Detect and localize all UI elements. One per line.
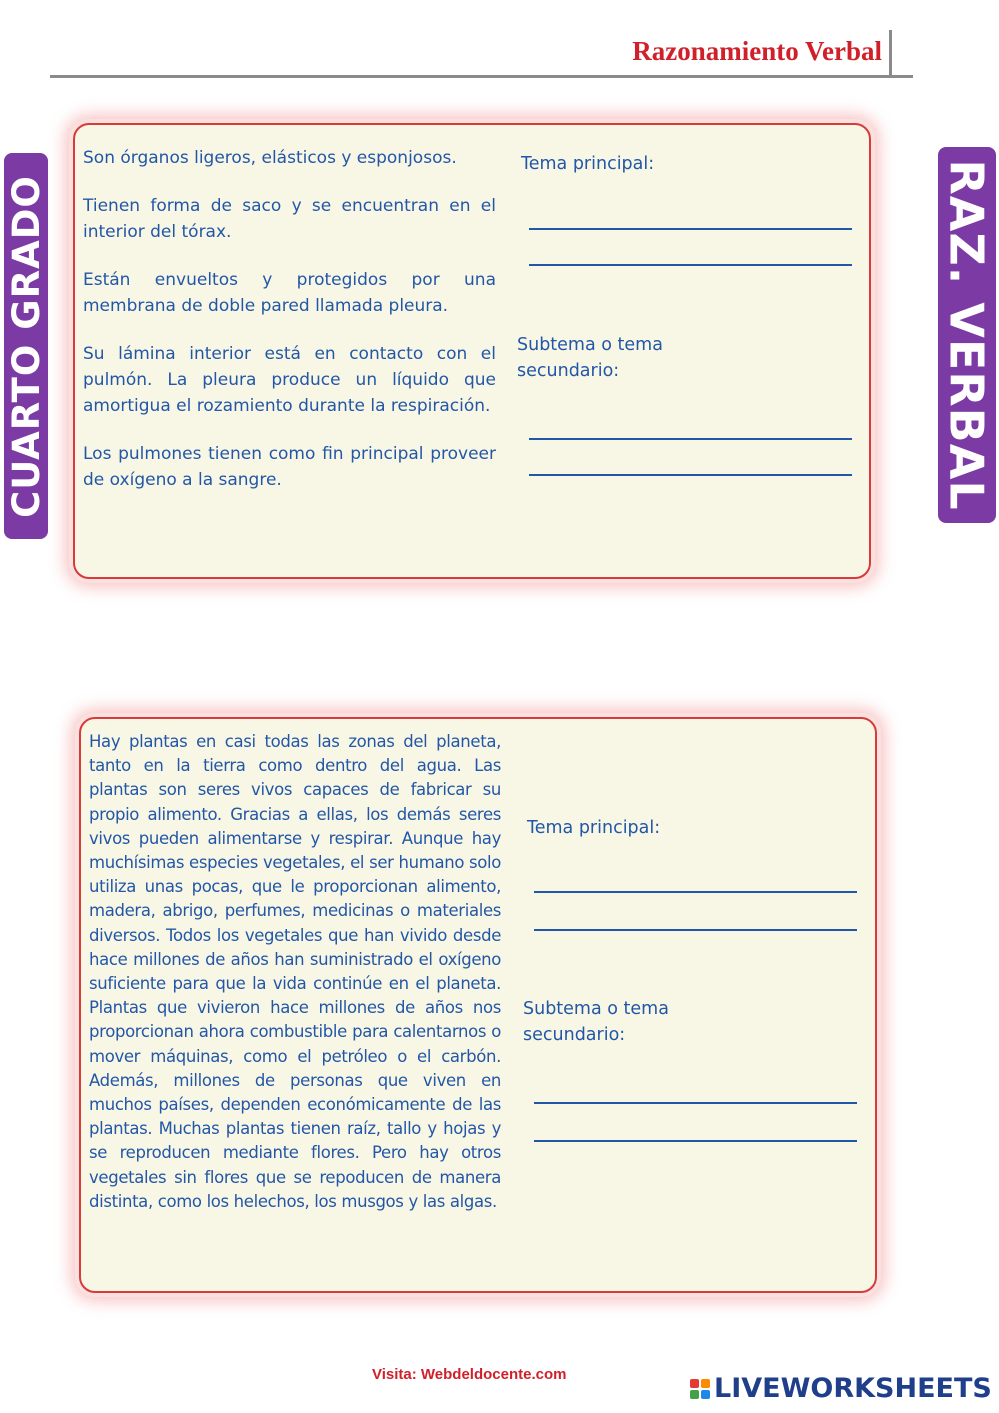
main-topic-answer-line-2[interactable] [529, 264, 852, 266]
liveworksheets-brand: LIVEWORKSHEETS [714, 1373, 992, 1404]
exercise-card-2 [79, 717, 877, 1293]
logo-square [690, 1379, 699, 1388]
subject-side-tab [938, 147, 996, 523]
main-topic-answer-line-1[interactable] [534, 891, 857, 893]
passage-paragraph: Son órganos ligeros, elásticos y esponjosos. [83, 148, 457, 168]
subtopic-label-line: Subtema o tema [523, 999, 669, 1019]
subtopic-label [517, 332, 663, 384]
passage-plants [89, 730, 501, 1214]
subtopic-label-line: secundario: [517, 361, 620, 381]
subtopic-answer-line-1[interactable] [529, 438, 852, 440]
passage-paragraph: Hay plantas en casi todas las zonas del planeta, tanto en la tierra como dentro del agua. Las plantas son seres vivos capaces de fabricar su propio alimento. Gracias a ellas, los demás seres vivos pueden alimentarse y respirar. Aunque hay muchísimas especies vegetales, el ser humano solo utiliza unas pocas, que le proporcionan alimento, madera, abrigo, perfumes, medicinas o materiales diversos. Todos los vegetales que han vivido desde hace millones de años han suministrado el oxígeno suficiente para que la vida continúe en el planeta. Plantas que vivieron hace millones de años nos proporcionan ahora combustible para calentarnos o mover máquinas, como el petróleo o el carbón. Además, millones de personas que viven en muchos países, dependen económicamente de las plantas. Muchas plantas tienen raíz, tallo y hojas y se reproducen mediante flores. Pero hay otros vegetales sin flores que se repoducen de manera distinta, como los helechos, los musgos y las algas. [89, 732, 501, 1211]
logo-square [690, 1390, 699, 1399]
logo-square [701, 1390, 710, 1399]
subtopic-label-line: Subtema o tema [517, 335, 663, 355]
passage-paragraph: Su lámina interior está en contacto con el pulmón. La pleura produce un líquido que amortigua el rozamiento durante la respiración. [83, 344, 496, 416]
passage-paragraph: Tienen forma de saco y se encuentran en el interior del tórax. [83, 196, 496, 242]
subtopic-label [523, 996, 669, 1048]
subject-side-tab-label: RAZ. VERBAL [940, 159, 995, 511]
passage-paragraph: Están envueltos y protegidos por una membrana de doble pared llamada pleura. [83, 270, 496, 316]
subtopic-answer-line-2[interactable] [534, 1140, 857, 1142]
liveworksheets-logo[interactable] [690, 1373, 992, 1404]
subtopic-label-line: secundario: [523, 1025, 626, 1045]
subtopic-answer-line-2[interactable] [529, 474, 852, 476]
passage-paragraph: Los pulmones tienen como fin principal proveer de oxígeno a la sangre. [83, 444, 496, 490]
exercise-card-1 [73, 123, 871, 579]
logo-square [701, 1379, 710, 1388]
header-divider [50, 75, 913, 78]
passage-lungs [83, 145, 496, 493]
main-topic-label: Tema principal: [521, 154, 655, 174]
liveworksheets-logo-icon [690, 1379, 710, 1399]
main-topic-label: Tema principal: [527, 818, 661, 838]
page-title: Razonamiento Verbal [632, 36, 882, 66]
grade-side-tab-label: CUARTO GRADO [4, 174, 48, 518]
subtopic-answer-line-1[interactable] [534, 1102, 857, 1104]
main-topic-answer-line-1[interactable] [529, 228, 852, 230]
main-topic-answer-line-2[interactable] [534, 929, 857, 931]
footer-visit-text[interactable]: Visita: Webdeldocente.com [372, 1366, 567, 1383]
grade-side-tab [4, 153, 48, 539]
header-divider-tick [889, 30, 892, 78]
